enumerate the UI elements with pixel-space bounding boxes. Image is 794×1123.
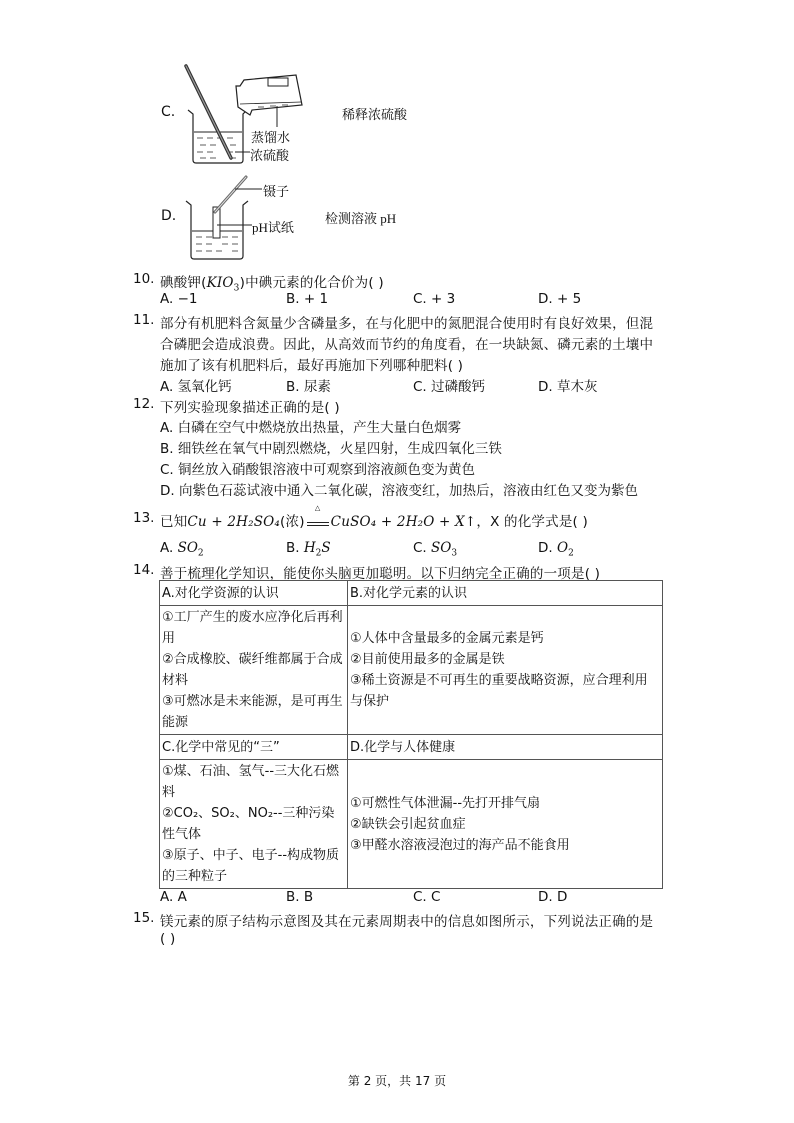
table-header-row <box>160 581 663 606</box>
header-b: B.对化学元素的认识 <box>348 581 663 606</box>
figure-c-letter: C. <box>161 104 176 120</box>
item-text: ②目前使用最多的金属是铁 <box>350 652 505 667</box>
option-d[interactable]: D. 向紫色石蕊试液中通入二氧化碳，溶液变红，加热后，溶液由红色又变为紫色 <box>160 483 638 499</box>
formula <box>303 540 331 559</box>
item-text: ①工厂产生的废水应净化后再利用 <box>162 610 343 646</box>
stem-text: 碘酸钾( <box>160 275 207 291</box>
item-text: ②CO₂、SO₂、NO₂--三种污染性气体 <box>162 806 335 842</box>
question-number: 14. <box>133 562 155 578</box>
question-stem <box>160 504 588 530</box>
beaker-with-ph-paper-icon <box>0 0 794 280</box>
question-stem-line: 部分有机肥料含氮量少含磷量多，在与化肥中的氮肥混合使用时有良好效果，但混 <box>160 316 654 332</box>
cell-d-content <box>348 760 663 889</box>
cell-c-content <box>160 760 348 889</box>
heat-symbol: △ <box>314 504 321 512</box>
figure-d-caption: 检测溶液 pH <box>325 211 397 226</box>
label-ph-paper: pH试纸 <box>252 220 294 235</box>
option-b[interactable]: B. 尿素 <box>286 379 331 395</box>
item-text: ③稀土资源是不可再生的重要战略资源，应合理利用与保护 <box>350 673 648 709</box>
question-number: 15. <box>133 910 155 926</box>
option-d[interactable]: D. + 5 <box>538 291 582 307</box>
label-tweezers: 镊子 <box>263 185 290 200</box>
option-c[interactable]: C. C <box>413 889 441 905</box>
label-distilled-water: 蒸馏水 <box>251 131 291 146</box>
equation-concentrated: (浓) <box>280 514 305 530</box>
option-letter: A. <box>160 540 174 556</box>
option-b[interactable]: B. + 1 <box>286 291 329 307</box>
formula <box>556 540 574 559</box>
figure-d-letter: D. <box>161 208 177 224</box>
item-text: ③可燃冰是未来能源，是可再生能源 <box>162 694 343 730</box>
option-d[interactable]: D. D <box>538 889 568 905</box>
question-stem-line: ( ) <box>160 931 176 947</box>
question-number: 11. <box>133 312 155 328</box>
table-row <box>160 606 663 735</box>
formula-text: SO <box>431 540 452 556</box>
item-text: ①可燃性气体泄漏--先打开排气扇 <box>350 795 541 811</box>
option-a[interactable]: A. −1 <box>160 291 198 307</box>
option-b[interactable]: B. B <box>286 889 314 905</box>
option-d[interactable]: D. 草木灰 <box>538 379 598 395</box>
item-text: ①人体中含量最多的金属元素是钙 <box>350 631 544 646</box>
question-number: 10. <box>133 271 155 287</box>
formula <box>431 540 458 559</box>
stem-text: 已知 <box>160 514 188 530</box>
question-stem-line: 施加了该有机肥料后，最好再施加下列哪种肥料( ) <box>160 358 464 374</box>
question-stem-line: 合磷肥会造成浪费。因此，从高效而节约的角度看，在一块缺氮、磷元素的土壤中 <box>160 337 654 353</box>
stem-text: ，X 的化学式是( ) <box>476 514 588 530</box>
option-c[interactable]: C. 过磷酸钙 <box>413 379 486 395</box>
label-concentrated-sulfuric-acid: 浓硫酸 <box>250 149 290 164</box>
question-stem: 下列实验现象描述正确的是( ) <box>160 400 340 416</box>
figure-c-caption: 稀释浓硫酸 <box>342 108 408 123</box>
equation-left: Cu + 2H₂SO₄ <box>187 514 281 530</box>
equation-right: CuSO₄ + 2H₂O + X↑ <box>330 514 477 530</box>
cell-b-content <box>348 606 663 735</box>
formula-text: KIO <box>206 275 234 291</box>
option-c[interactable] <box>413 540 457 559</box>
formula <box>177 540 204 559</box>
item-text: ③原子、中子、电子--构成物质的三种粒子 <box>162 848 340 884</box>
option-letter: C. <box>413 540 427 556</box>
cell-a-content <box>160 606 348 735</box>
formula-subscript: 2 <box>568 548 574 559</box>
formula-subscript: 3 <box>233 283 240 294</box>
item-text: ②缺铁会引起贫血症 <box>350 816 466 832</box>
formula-subscript: 2 <box>315 548 322 559</box>
question-number: 13. <box>133 510 155 526</box>
item-text: ②合成橡胶、碳纤维都属于合成材料 <box>162 652 343 688</box>
stem-text: )中碘元素的化合价为( ) <box>239 275 384 291</box>
item-text: ①煤、石油、氢气--三大化石燃料 <box>162 764 340 800</box>
formula-subscript: 3 <box>451 548 458 559</box>
option-letter: B. <box>286 540 300 556</box>
option-b[interactable] <box>286 540 331 559</box>
option-b[interactable]: B. 细铁丝在氧气中剧烈燃烧，火星四射，生成四氧化三铁 <box>160 441 502 457</box>
option-a[interactable] <box>160 540 204 559</box>
formula-prefix: H <box>303 540 316 556</box>
equation-condition <box>305 504 331 526</box>
option-a[interactable]: A. 氢氧化钙 <box>160 379 232 395</box>
header-a: A.对化学资源的认识 <box>160 581 348 606</box>
question-stem-line: 镁元素的原子结构示意图及其在元素周期表中的信息如图所示，下列说法正确的是 <box>160 914 654 930</box>
option-letter: D. <box>538 540 553 556</box>
formula-subscript: 2 <box>197 548 204 559</box>
question-stem: 善于梳理化学知识，能使你头脑更加聪明。以下归纳完全正确的一项是( ) <box>160 566 601 582</box>
formula-text: S <box>321 540 331 556</box>
formula-text: O <box>556 540 569 556</box>
item-text: ③甲醛水溶液浸泡过的海产品不能食用 <box>350 837 570 853</box>
page-footer: 第 2 页，共 17 页 <box>347 1074 447 1088</box>
knowledge-summary-table <box>159 580 663 889</box>
option-c[interactable]: C. 铜丝放入硝酸银溶液中可观察到溶液颜色变为黄色 <box>160 462 476 478</box>
table-row <box>160 760 663 889</box>
option-a[interactable]: A. A <box>160 889 187 905</box>
table-header-row <box>160 735 663 760</box>
option-c[interactable]: C. + 3 <box>413 291 456 307</box>
formula-kio3 <box>206 275 240 294</box>
option-d[interactable] <box>538 540 574 559</box>
option-a[interactable]: A. 白磷在空气中燃烧放出热量，产生大量白色烟雾 <box>160 420 462 436</box>
formula-text: SO <box>177 540 198 556</box>
question-number: 12. <box>133 396 155 412</box>
header-d: D.化学与人体健康 <box>348 735 663 760</box>
header-c: C.化学中常见的“三” <box>160 735 348 760</box>
